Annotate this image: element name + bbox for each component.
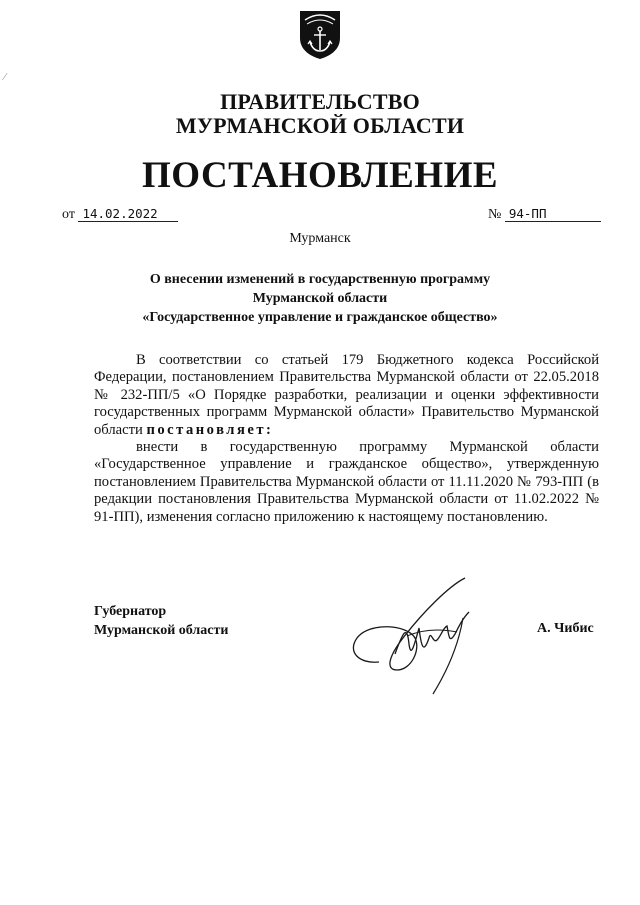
subject-line3: «Государственное управление и гражданское общество» — [142, 310, 498, 325]
body-paragraph-1 — [94, 352, 599, 439]
body-paragraph-2: внести в государственную программу Мурманской области «Государственное управление и гражданское общество», утвержденную постановлением Правительства Мурманской области от 11.11.2020 № 793-ПП (в редакции постановления Правительства Мурманской области от 11.02.2022 № 91-ПП), изменения согласно приложению к настоящему постановлению. — [94, 439, 599, 525]
document-number: 94-ПП — [505, 206, 601, 222]
subject-line1: О внесении изменений в государственную программу — [149, 272, 491, 287]
date-line — [62, 206, 178, 223]
number-line — [488, 206, 601, 223]
signer-title — [94, 602, 228, 640]
government-name-line1: ПРАВИТЕЛЬСТВО — [220, 89, 420, 114]
paragraph-1-text: В соответствии со статьей 179 Бюджетного кодекса Российской Федерации, постановлением Правительства Мурманской области от 22.05.2018 № 232-ПП/5 «О Порядке разработки, реализации и оценки эффективности государственных программ Мурманской области» Правительство Мурманской области — [94, 352, 599, 438]
signer-title-line2: Мурманской области — [94, 623, 229, 638]
date-prefix: от — [62, 207, 75, 222]
number-prefix: № — [488, 207, 502, 222]
stray-mark: ⁄ — [4, 72, 6, 83]
signer-title-line1: Губернатор — [94, 604, 167, 619]
signer-name: А. Чибис — [537, 621, 594, 636]
resolution-keyword: постановляет: — [146, 421, 274, 438]
coat-of-arms-icon — [297, 8, 343, 60]
city: Мурманск — [289, 231, 351, 246]
document-body — [94, 352, 599, 526]
document-date: 14.02.2022 — [78, 206, 178, 222]
handwritten-signature-icon — [345, 572, 505, 702]
subject-line2: Мурманской области — [252, 291, 388, 306]
document-type-heading: ПОСТАНОВЛЕНИЕ — [141, 155, 499, 196]
document-subject — [80, 270, 560, 327]
government-name-line2: МУРМАНСКОЙ ОБЛАСТИ — [175, 113, 465, 138]
